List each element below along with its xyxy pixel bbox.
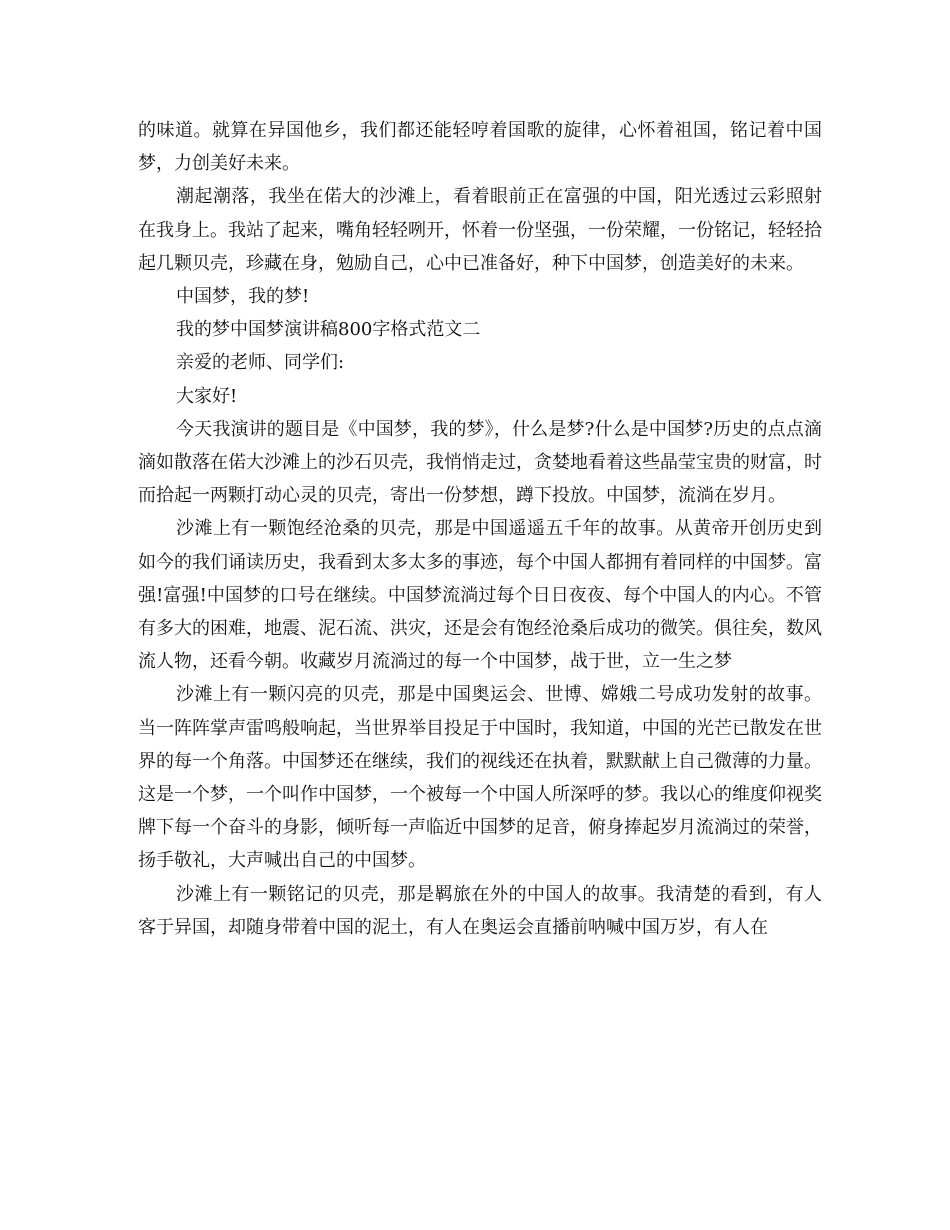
paragraph: 沙滩上有一颗饱经沧桑的贝壳，那是中国遥遥五千年的故事。从黄帝开创历史到如今的我们诵读历史，我看到太多太多的事迹，每个中国人都拥有着同样的中国梦。富强!富强!中国梦的口号在继续。中国梦流淌过每个日日夜夜、每个中国人的内心。不管有多大的困难，地震、泥石流、洪灾，还是会有饱经沧桑后成功的微笑。俱往矣，数风流人物，还看今朝。收藏岁月流淌过的每一个中国梦，战于世，立一生之梦 xyxy=(138,518,822,673)
salutation: 亲爱的老师、同学们: xyxy=(176,352,345,374)
paragraph: 沙滩上有一颗闪亮的贝壳，那是中国奥运会、世博、嫦娥二号成功发射的故事。当一阵阵掌声雷鸣般响起，当世界举目投足于中国时，我知道，中国的光芒已散发在世界的每一个角落。中国梦还在继续，我们的视线还在执着，默默献上自己微薄的力量。这是一个梦，一个叫作中国梦，一个被每一个中国人所深呼的梦。我以心的维度仰视奖牌下每一个奋斗的身影，倾听每一声临近中国梦的足音，俯身捧起岁月流淌过的荣誉，扬手敬礼，大声喊出自己的中国梦。 xyxy=(138,684,822,872)
paragraph: 沙滩上有一颗铭记的贝壳，那是羁旅在外的中国人的故事。我清楚的看到，有人客于异国，却随身带着中国的泥土，有人在奥运会直播前呐喊中国万岁，有人在 xyxy=(138,883,822,938)
paragraph: 的味道。就算在异国他乡，我们都还能轻哼着国歌的旋律，心怀着祖国，铭记着中国梦，力创美好未来。 xyxy=(138,120,822,175)
paragraph: 今天我演讲的题目是《中国梦，我的梦》，什么是梦?什么是中国梦?历史的点点滴滴如散落在偌大沙滩上的沙石贝壳，我悄悄走过，贪婪地看着这些晶莹宝贵的财富，时而拾起一两颗打动心灵的贝壳，寄出一份梦想，蹲下投放。中国梦，流淌在岁月。 xyxy=(138,418,822,507)
document-body xyxy=(138,114,822,944)
paragraph: 潮起潮落，我坐在偌大的沙滩上，看着眼前正在富强的中国，阳光透过云彩照射在我身上。我站了起来，嘴角轻轻咧开，怀着一份坚强，一份荣耀，一份铭记，轻轻拾起几颗贝壳，珍藏在身，勉励自己，心中已准备好，种下中国梦，创造美好的未来。 xyxy=(138,186,822,274)
section-title: 我的梦中国梦演讲稿800字格式范文二 xyxy=(176,319,481,341)
paragraph: 中国梦，我的梦! xyxy=(176,286,310,308)
greeting: 大家好! xyxy=(176,385,238,407)
